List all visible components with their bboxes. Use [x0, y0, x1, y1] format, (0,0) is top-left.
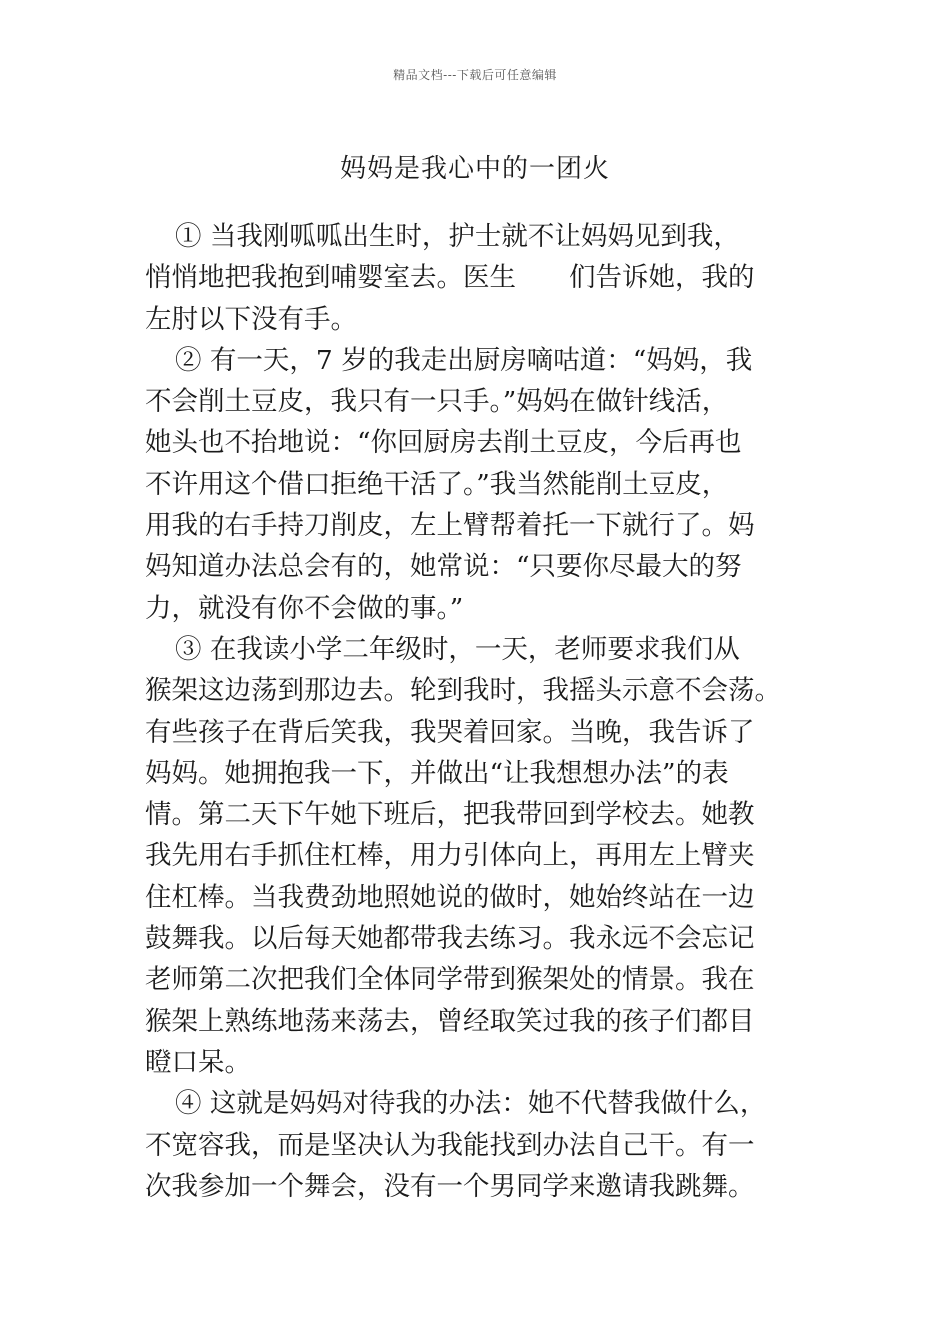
paragraph-1-line-1: ① 当我刚呱呱出生时，护士就不让妈妈见到我， — [175, 221, 740, 252]
paragraph-2-line-2: 不会削土豆皮，我只有一只手。”妈妈在做针线活， — [145, 386, 729, 418]
paragraph-3-line-5: 情。第二天下午她下班后，把我带回到学校去。她教 — [145, 799, 755, 831]
page-header: 精品文档---下载后可任意编辑 — [393, 68, 557, 82]
paragraph-3-line-2: 猴架这边荡到那边去。轮到我时，我摇头示意不会荡。 — [145, 675, 781, 707]
paragraph-3-line-6: 我先用右手抓住杠棒，用力引体向上，再用左上臂夹 — [145, 840, 755, 872]
paragraph-4-line-2: 不宽容我，而是坚决认为我能找到办法自己干。有一 — [145, 1129, 755, 1161]
paragraph-3-line-3: 有些孩子在背后笑我，我哭着回家。当晚，我告诉了 — [145, 716, 755, 748]
paragraph-3-line-10: 猴架上熟练地荡来荡去，曾经取笑过我的孩子们都目 — [145, 1005, 755, 1037]
article-body — [145, 216, 825, 1207]
paragraph-3-line-8: 鼓舞我。以后每天她都带我去练习。我永远不会忘记 — [145, 923, 755, 955]
paragraph-2-line-4: 不许用这个借口拒绝干活了。”我当然能削土豆皮， — [145, 468, 729, 500]
paragraph-3-line-9: 老师第二次把我们全体同学带到猴架处的情景。我在 — [145, 964, 755, 996]
paragraph-3-line-1: ③ 在我读小学二年级时，一天，老师要求我们从 — [175, 633, 740, 665]
paragraph-3-line-7: 住杠棒。当我费劲地照她说的做时，她始终站在一边 — [145, 881, 755, 913]
paragraph-1-line-2: 悄悄地把我抱到哺婴室去。医生 们告诉她，我的 — [145, 262, 755, 294]
paragraph-4-line-3: 次我参加一个舞会，没有一个男同学来邀请我跳舞。 — [145, 1170, 755, 1202]
paragraph-3-line-11: 瞪口呆。 — [145, 1046, 251, 1078]
paragraph-2-line-3: 她头也不抬地说：“你回厨房去削土豆皮，今后再也 — [145, 427, 742, 459]
paragraph-2-line-7: 力，就没有你不会做的事。” — [145, 592, 464, 624]
paragraph-2-line-1: ② 有一天，7 岁的我走出厨房嘀咕道：“妈妈，我 — [175, 344, 753, 376]
document-title: 妈妈是我心中的一团火 — [339, 154, 610, 184]
paragraph-1-line-3: 左肘以下没有手。 — [145, 303, 357, 335]
paragraph-2-line-5: 用我的右手持刀削皮，左上臂帮着托一下就行了。妈 — [145, 510, 755, 542]
paragraph-3-line-4: 妈妈。她拥抱我一下，并做出“让我想想办法”的表 — [145, 757, 729, 789]
paragraph-4-line-1: ④ 这就是妈妈对待我的办法：她不代替我做什么， — [175, 1088, 767, 1120]
paragraph-2-line-6: 妈知道办法总会有的，她常说：“只要你尽最大的努 — [145, 551, 742, 583]
